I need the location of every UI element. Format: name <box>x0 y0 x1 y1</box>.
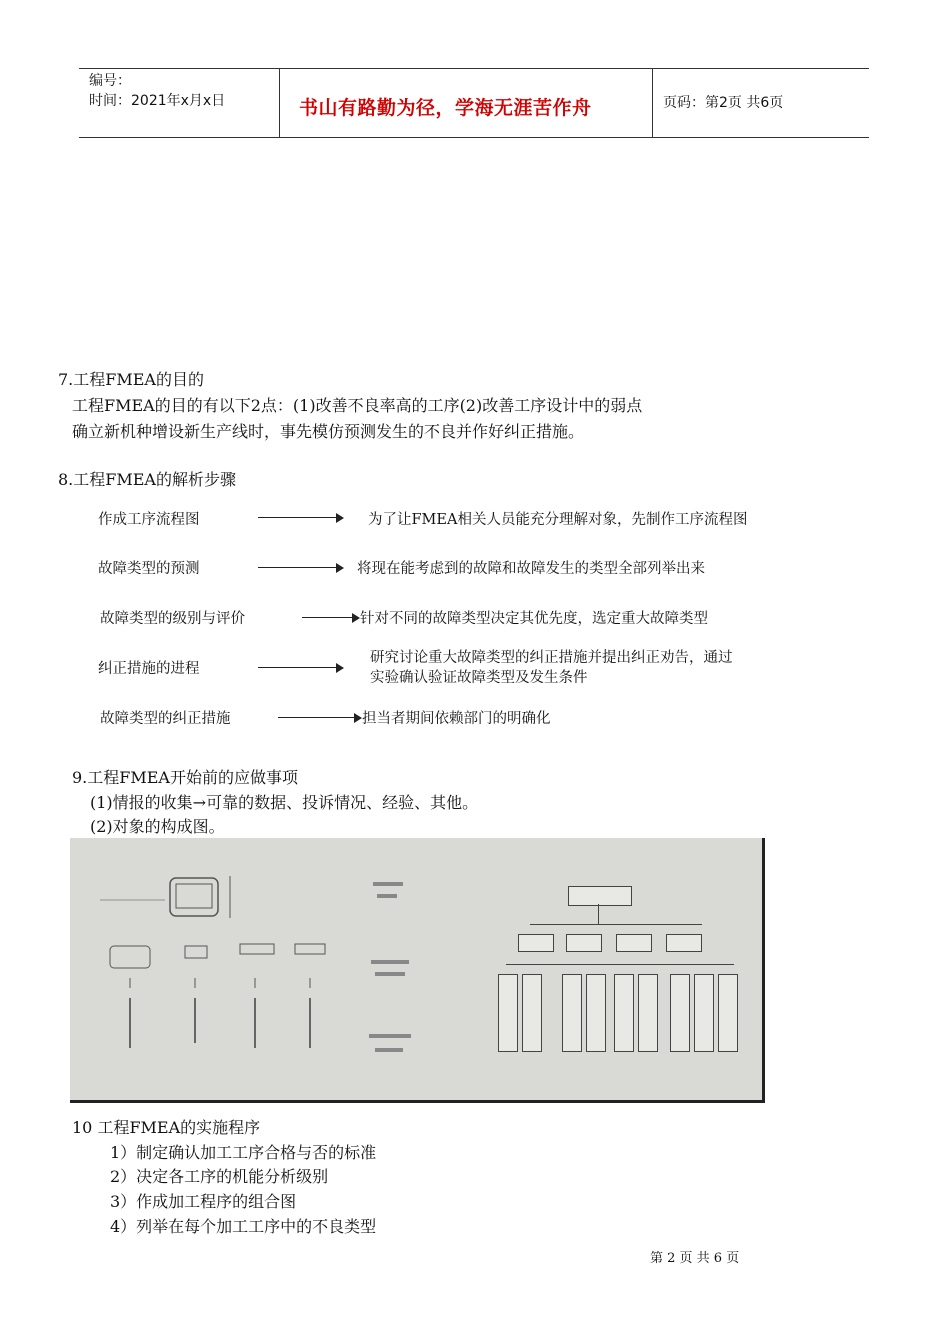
document-number-label: 编号： <box>89 73 131 89</box>
section-9-item-1: (1)情报的收集→可靠的数据、投诉情况、经验、其他。 <box>90 793 479 812</box>
section-10-item: 3）作成加工程序的组合图 <box>110 1192 297 1211</box>
section-10-title: 10 工程FMEA的实施程序 <box>72 1118 261 1137</box>
tree-leaf-box <box>522 974 542 1052</box>
step-description: 担当者期间依赖部门的明确化 <box>362 711 551 727</box>
header-divider <box>652 69 653 137</box>
step-arrow <box>278 713 362 723</box>
step-arrow <box>258 563 344 573</box>
tree-leaf-box <box>718 974 738 1052</box>
section-7-line-2: 确立新机种增设新生产线时，事先模仿预测发生的不良并作好纠正措施。 <box>72 422 585 441</box>
section-9-title: 9.工程FMEA开始前的应做事项 <box>72 768 298 787</box>
step-label: 故障类型的纠正措施 <box>100 711 231 727</box>
tree-node-box <box>518 934 554 952</box>
level-labels-icon <box>365 838 445 1100</box>
step-description: 将现在能考虑到的故障和故障发生的类型全部列举出来 <box>357 561 705 577</box>
section-7-title: 7.工程FMEA的目的 <box>58 370 204 389</box>
section-10-item: 1）制定确认加工工序合格与否的标准 <box>110 1143 377 1162</box>
tree-root-box <box>568 886 632 906</box>
section-9-item-2: (2)对象的构成图。 <box>90 817 225 836</box>
step-label: 作成工序流程图 <box>98 512 200 528</box>
step-arrow <box>302 613 360 623</box>
header-divider <box>279 69 280 137</box>
tree-leaf-box <box>498 974 518 1052</box>
tree-node-box <box>616 934 652 952</box>
step-label: 故障类型的预测 <box>98 561 200 577</box>
header-page-label: 页码：第2页 共6页 <box>663 95 784 111</box>
step-label: 故障类型的级别与评价 <box>100 611 245 627</box>
document-time-label: 时间：2021年x月x日 <box>89 93 226 109</box>
step-description: 研究讨论重大故障类型的纠正措施并提出纠正劝告，通过实验确认验证故障类型及发生条件 <box>370 650 733 686</box>
section-10-item: 4）列举在每个加工工序中的不良类型 <box>110 1217 377 1236</box>
header-slogan: 书山有路勤为径，学海无涯苦作舟 <box>299 97 592 119</box>
page-header <box>79 68 869 138</box>
product-sketch-icon <box>70 838 370 1100</box>
step-description: 针对不同的故障类型决定其优先度，选定重大故障类型 <box>360 611 708 627</box>
tree-leaf-box <box>614 974 634 1052</box>
section-8-title: 8.工程FMEA的解析步骤 <box>58 470 236 489</box>
footer-page-number: 第 2 页 共 6 页 <box>650 1251 740 1266</box>
tree-node-box <box>566 934 602 952</box>
step-label: 纠正措施的进程 <box>98 661 200 677</box>
tree-leaf-box <box>670 974 690 1052</box>
step-arrow <box>258 663 344 673</box>
tree-leaf-box <box>638 974 658 1052</box>
step-description: 为了让FMEA相关人员能充分理解对象，先制作工序流程图 <box>368 512 748 528</box>
tree-leaf-box <box>562 974 582 1052</box>
tree-leaf-box <box>694 974 714 1052</box>
tree-node-box <box>666 934 702 952</box>
section-10-item: 2）决定各工序的机能分析级别 <box>110 1167 329 1186</box>
step-arrow <box>258 513 344 523</box>
tree-leaf-box <box>586 974 606 1052</box>
section-7-line-1: 工程FMEA的目的有以下2点：(1)改善不良率高的工序(2)改善工序设计中的弱点 <box>72 396 643 415</box>
composition-diagram-image <box>70 838 765 1103</box>
